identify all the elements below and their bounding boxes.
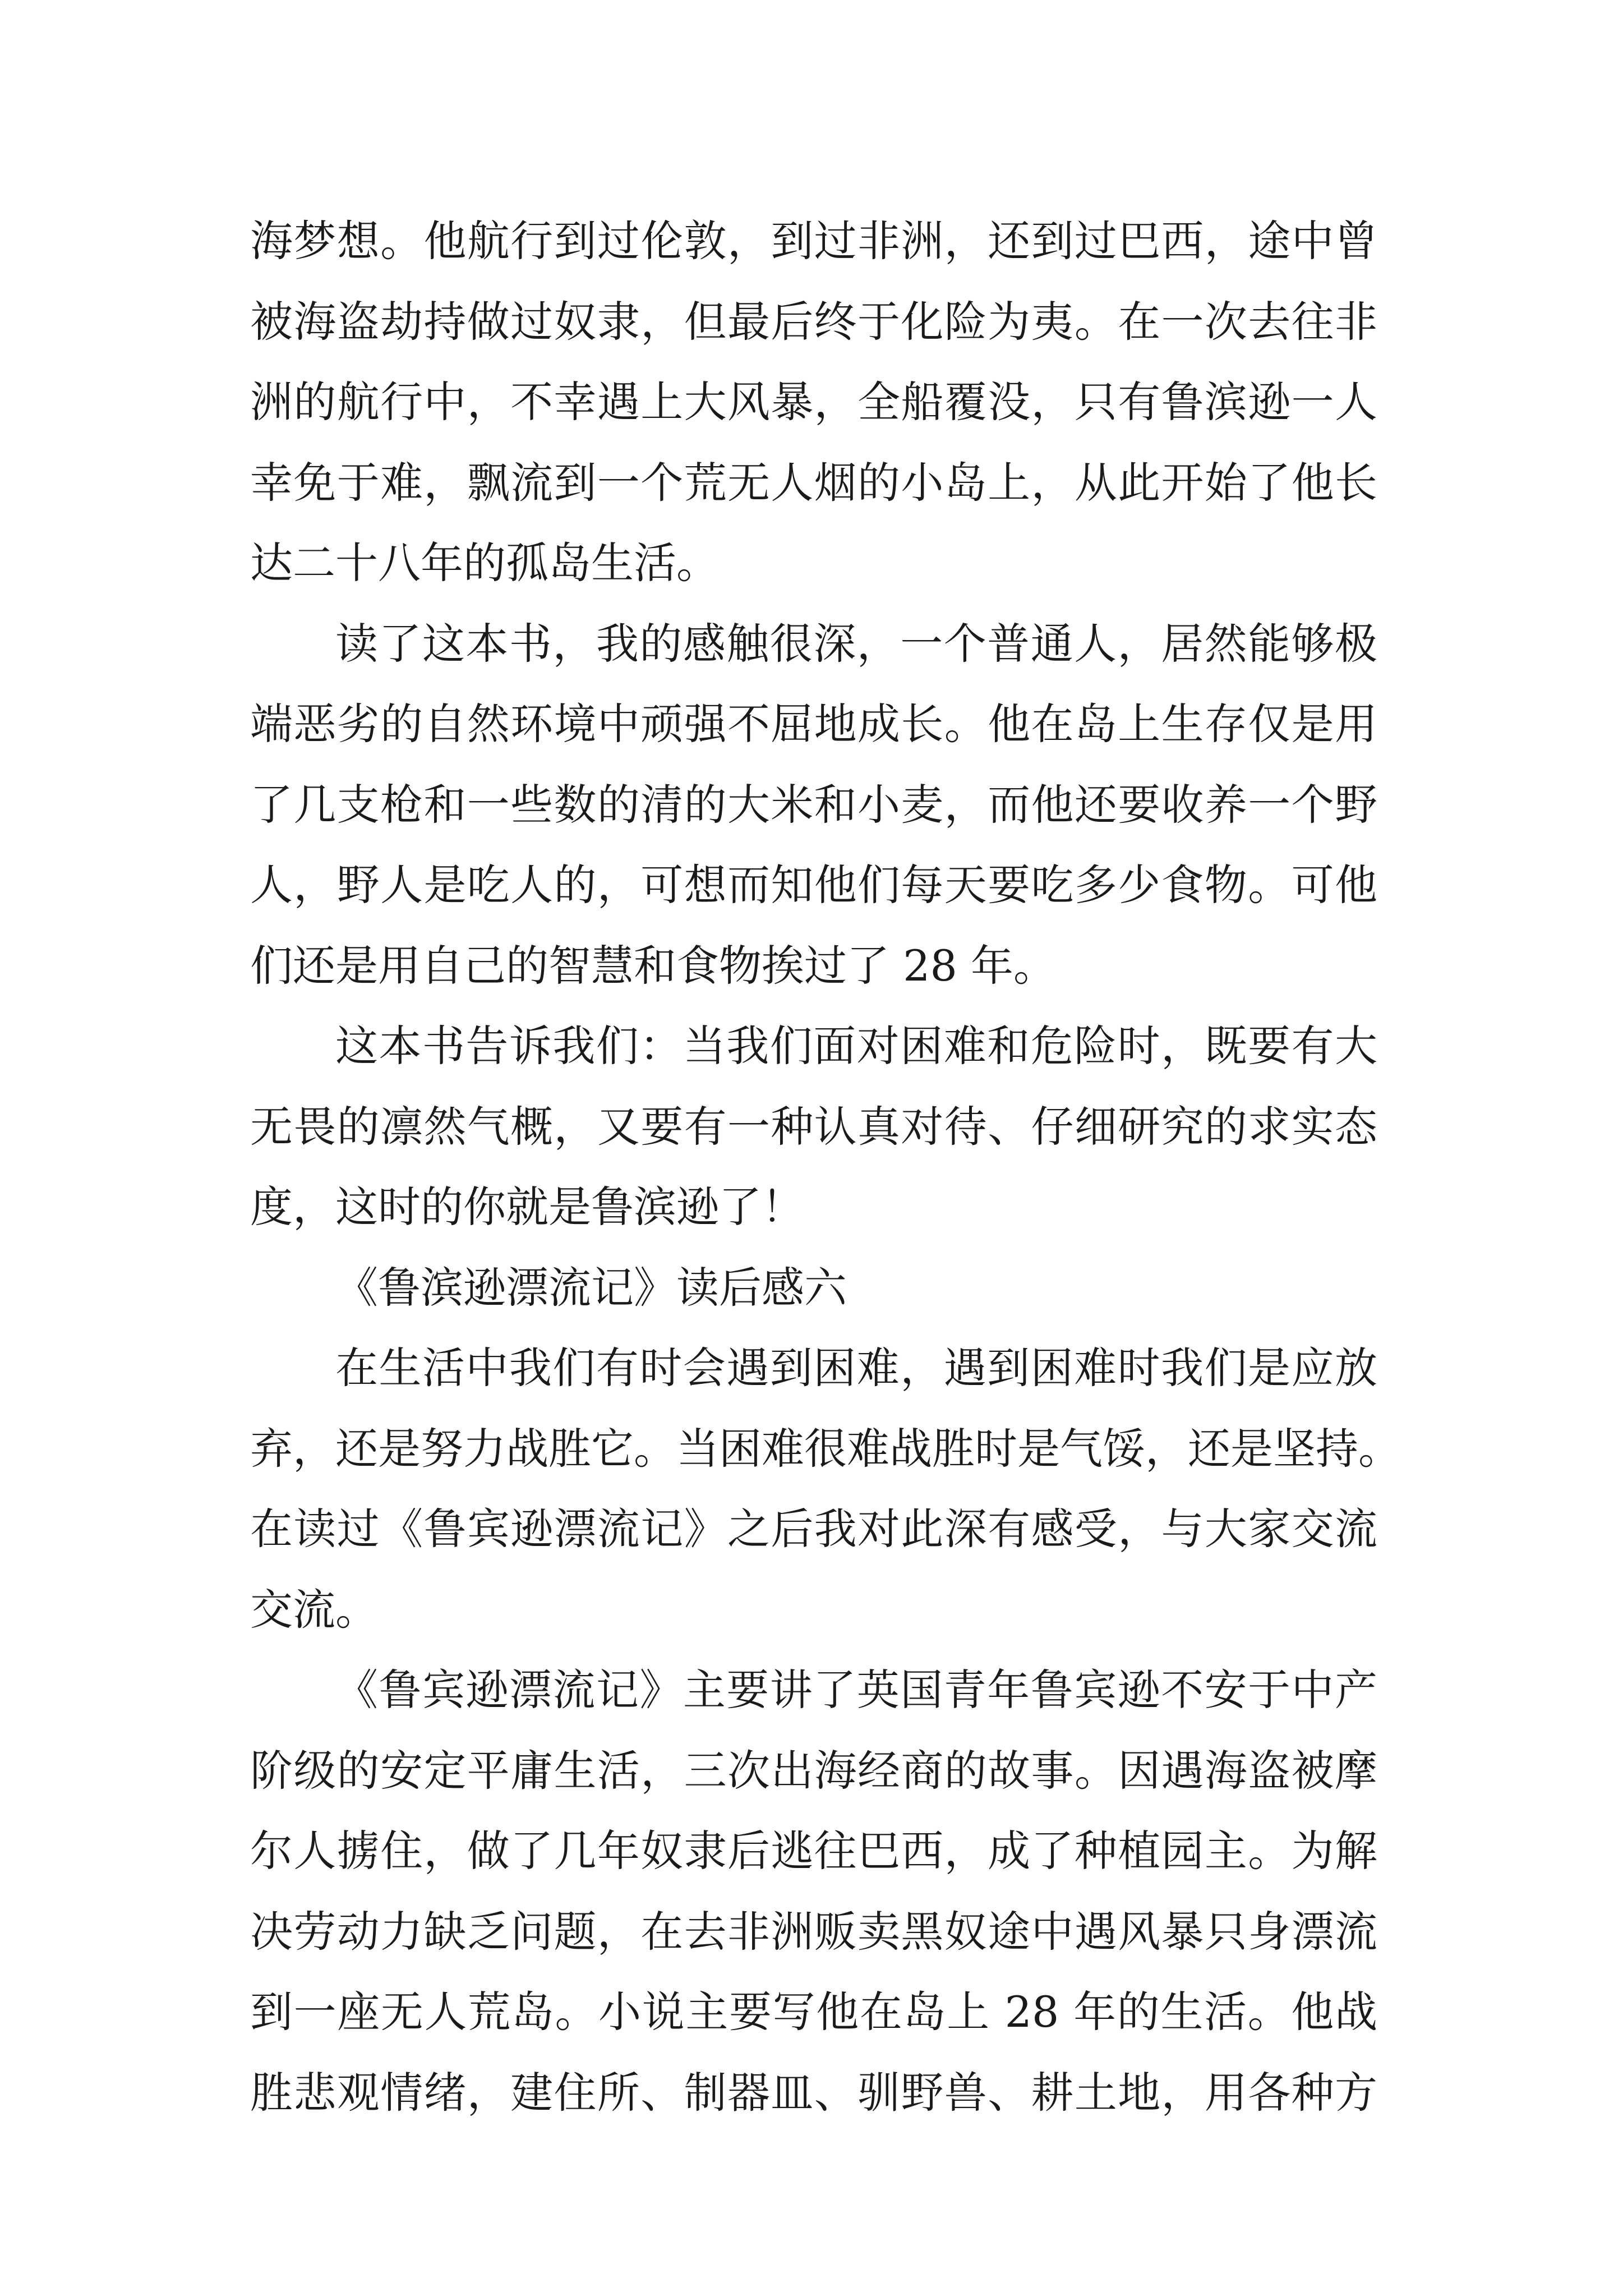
paragraph-first-line: 《鲁宾逊漂流记》主要讲了英国青年鲁宾逊不安于中产 xyxy=(335,1665,1377,1715)
text-line: 海梦想。他航行到过伦敦，到过非洲，还到过巴西，途中曾 xyxy=(250,216,1377,266)
section-heading: 《鲁滨逊漂流记》读后感六 xyxy=(335,1262,847,1313)
paragraph-first-line: 读了这本书，我的感触很深，一个普通人，居然能够极 xyxy=(335,618,1377,669)
text-line: 决劳动力缺乏问题，在去非洲贩卖黑奴途中遇风暴只身漂流 xyxy=(250,1906,1377,1957)
text-line: 人，野人是吃人的，可想而知他们每天要吃多少食物。可他 xyxy=(250,860,1377,910)
text-line: 达二十八年的孤岛生活。 xyxy=(250,538,719,588)
text-line: 幸免于难，飘流到一个荒无人烟的小岛上，从此开始了他长 xyxy=(250,457,1377,508)
text-line: 们还是用自己的智慧和食物挨过了 28 年。 xyxy=(250,940,1057,991)
text-line: 阶级的安定平庸生活，三次出海经商的故事。因遇海盗被摩 xyxy=(250,1745,1377,1796)
text-line: 了几支枪和一些数的清的大米和小麦，而他还要收养一个野 xyxy=(250,779,1377,830)
text-line: 胜悲观情绪，建住所、制器皿、驯野兽、耕土地，用各种方 xyxy=(250,2067,1377,2118)
paragraph-first-line: 在生活中我们有时会遇到困难，遇到困难时我们是应放 xyxy=(335,1343,1377,1393)
text-line: 尔人掳住，做了几年奴隶后逃往巴西，成了种植园主。为解 xyxy=(250,1826,1377,1876)
text-line: 在读过《鲁宾逊漂流记》之后我对此深有感受，与大家交流 xyxy=(250,1504,1377,1554)
document-body xyxy=(250,201,1401,2133)
text-line: 到一座无人荒岛。小说主要写他在岛上 28 年的生活。他战 xyxy=(250,1987,1377,2037)
text-line: 度，这时的你就是鲁滨逊了！ xyxy=(250,1182,804,1232)
text-line: 端恶劣的自然环境中顽强不屈地成长。他在岛上生存仅是用 xyxy=(250,699,1377,749)
text-line: 被海盗劫持做过奴隶，但最后终于化险为夷。在一次去往非 xyxy=(250,296,1377,347)
paragraph-first-line: 这本书告诉我们：当我们面对困难和危险时，既要有大 xyxy=(335,1021,1377,1071)
text-line: 无畏的凛然气概，又要有一种认真对待、仔细研究的求实态 xyxy=(250,1101,1377,1152)
text-line: 交流。 xyxy=(250,1584,378,1635)
text-line: 洲的航行中，不幸遇上大风暴，全船覆没，只有鲁滨逊一人 xyxy=(250,377,1377,427)
text-line: 弃，还是努力战胜它。当困难很难战胜时是气馁，还是坚持。 xyxy=(250,1423,1401,1474)
